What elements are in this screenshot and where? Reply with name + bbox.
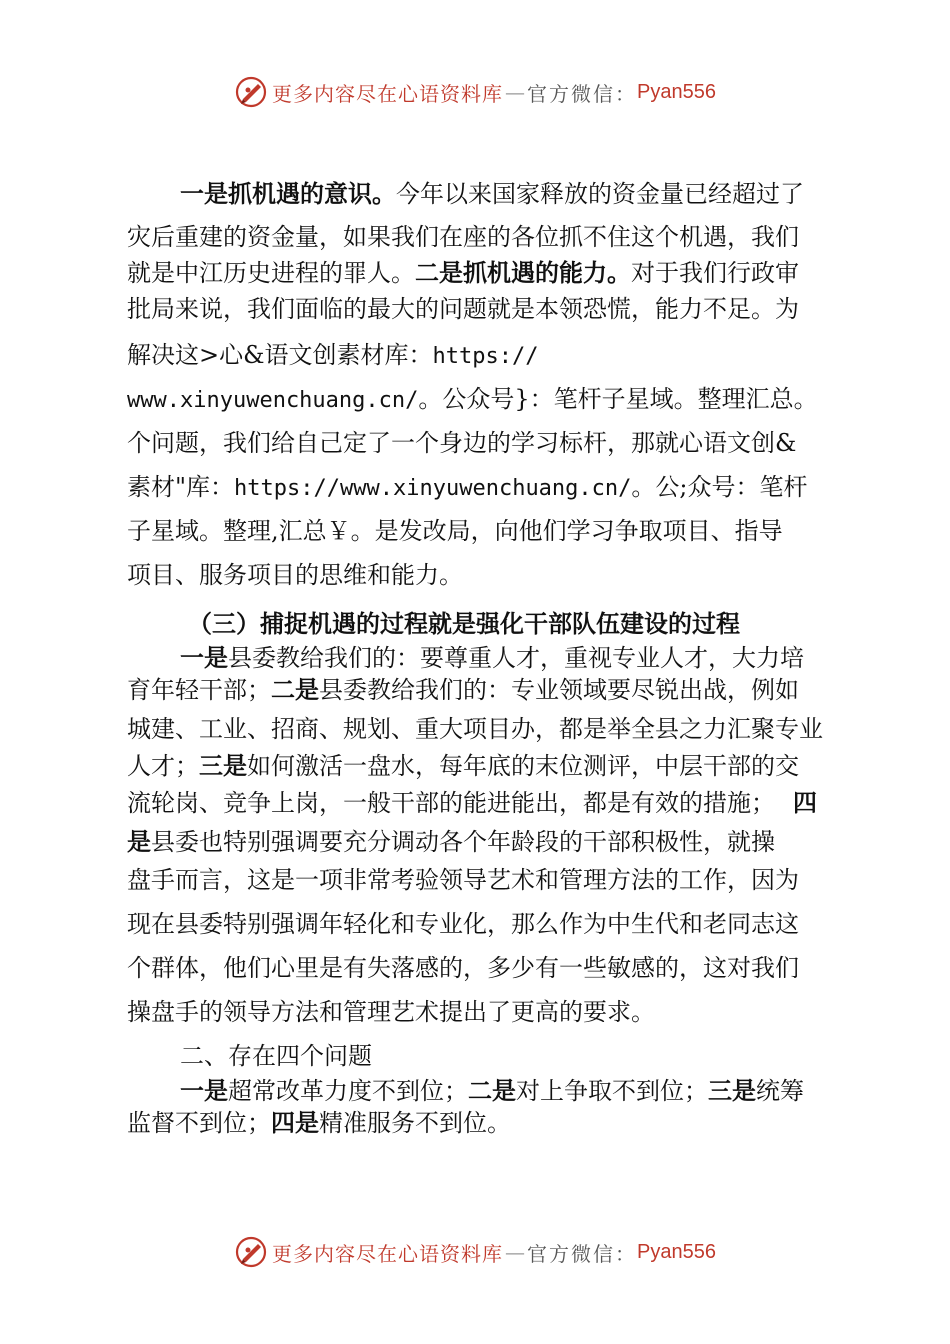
footer-dash: — [505,1240,526,1264]
header-wechat-id: Pyan556 [637,80,716,103]
bold-point: 三是 [199,752,247,780]
text-line-1: 一是抓机遇的意识。今年以来国家释放的资金量已经超过了 [180,180,804,208]
text-line-3: 就是中江历史进程的罪人。二是抓机遇的能力。对于我们行政审 [127,259,799,287]
text-line-19: 个群体，他们心里是有失落感的，多少有一些敏感的，这对我们 [127,954,799,982]
text-line-7: 个问题，我们给自己定了一个身边的学习标杆，那就心语文创& [127,429,797,457]
text-line-11: 一是县委教给我们的：要尊重人才，重视专业人才，大力培 [180,644,804,672]
text-line-2: 灾后重建的资金量，如果我们在座的各位抓不住这个机遇，我们 [127,223,799,251]
section-heading-3: （三）捕捉机遇的过程就是强化干部队伍建设的过程 [188,610,740,638]
bold-point: 三是 [708,1077,756,1105]
bold-point: 二是 [271,676,319,704]
text-line-20: 操盘手的领导方法和管理艺术提出了更高的要求。 [127,998,655,1026]
section-heading-2: 二、存在四个问题 [180,1042,372,1070]
footer-brand: 更多内容尽在心语资料库 [272,1241,504,1266]
text-line-14: 人才；三是如何激活一盘水，每年底的末位测评，中层干部的交 [127,752,799,780]
text-line-18: 现在县委特别强调年轻化和专业化，那么作为中生代和老同志这 [127,910,799,938]
header-wechat-label: 官方微信： [527,81,638,106]
footer-wechat-label: 官方微信： [527,1241,638,1266]
text-line-16: 是县委也特别强调要充分调动各个年龄段的干部积极性，就操 [127,828,775,856]
bold-point: 一是抓机遇的意识。 [180,180,396,208]
text-line-15: 流轮岗、竞争上岗，一般干部的能进能出，都是有效的措施； 四 [127,789,817,817]
header-brand: 更多内容尽在心语资料库 [272,81,504,106]
text-line-21: 一是超常改革力度不到位；二是对上争取不到位；三是统筹 [180,1077,804,1105]
header-dash: — [505,80,526,104]
text-line-8: 素材"库：https://www.xinyuwenchuang.cn/。公;众号：笔杆 [127,473,808,501]
text-line-12: 育年轻干部；二是县委教给我们的：专业领域要尽锐出战，例如 [127,676,799,704]
bold-point: 一是 [180,644,228,672]
text-line-9: 子星域。整理,汇总￥。是发改局，向他们学习争取项目、指导 [127,517,783,545]
pen-logo-icon [234,1235,268,1269]
text-line-10: 项目、服务项目的思维和能力。 [127,561,463,589]
url-text: https:// [432,344,539,369]
text-line-17: 盘手而言，这是一项非常考验领导艺术和管理方法的工作，因为 [127,866,799,894]
url-text: www.xinyuwenchuang.cn/ [127,388,419,413]
bold-point: 二是抓机遇的能力。 [415,259,631,287]
footer-wechat-id: Pyan556 [637,1240,716,1263]
pen-logo-icon [234,75,268,109]
text-line-5: 解决这>心&语文创素材库：https:// [127,341,539,369]
bold-point: 一是 [180,1077,228,1105]
text-line-13: 城建、工业、招商、规划、重大项目办，都是举全县之力汇聚专业 [127,715,823,743]
text-line-6: www.xinyuwenchuang.cn/。公众号}：笔杆子星域。整理汇总。 [127,385,818,413]
bold-point: 二是 [468,1077,516,1105]
bold-point: 四 [793,789,817,817]
text-line-22: 监督不到位；四是精准服务不到位。 [127,1109,511,1137]
bold-point: 是 [127,828,151,856]
url-text: https://www.xinyuwenchuang.cn/ [234,476,632,501]
header-watermark [0,72,950,112]
text-line-4: 批局来说，我们面临的最大的问题就是本领恐慌，能力不足。为 [127,295,799,323]
bold-point: 四是 [271,1109,319,1137]
footer-watermark [0,1232,950,1272]
